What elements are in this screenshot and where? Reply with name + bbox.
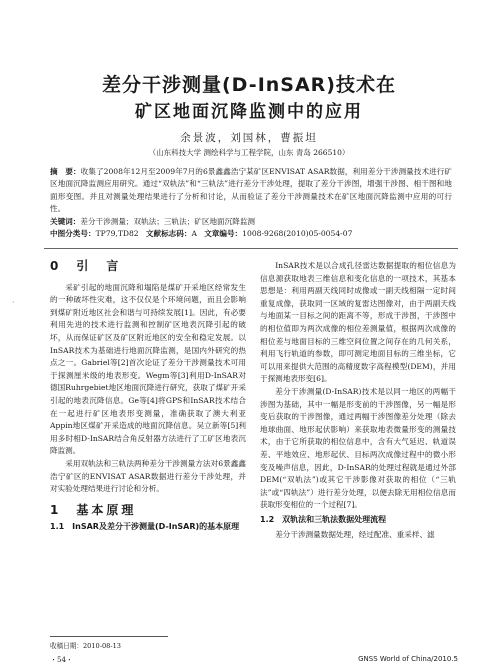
principle-paragraph-2: 差分干涉测量(D-InSAR)技术是以同一地区的两幅干涉图为基础，其中一幅是形变前的干涉图像，另一幅是形变后获取的干涉图像，通过两幅干涉图像差分处理（除去地球曲面、地形起伏影响）来获取地表微量形变的测量技术，由于它所获取的相位信息中，含有大气延迟、轨道误差、平地效应、地形起伏、目标两次成像过程中的微小形变及噪声信息，因此，D-InSAR的处理过程就是通过外部DEM(“双轨法”)或其它干涉影像对获取的相位（“三轨法”或“四轨法”）进行差分处理，以便去除无用相位信息而获取形变相位的一个过程[7]。 bbox=[260, 386, 456, 510]
article-no-label: 文章编号： bbox=[204, 229, 243, 239]
abstract-block bbox=[50, 166, 452, 240]
doc-code-value: A bbox=[191, 229, 197, 239]
subsection-1-2-heading: 1.2 双轨法和三轨法数据处理流程 bbox=[260, 514, 387, 524]
doc-code-label: 文献标志码： bbox=[145, 229, 192, 239]
title-line-2: 矿区地面沉降监测中的应用 bbox=[135, 102, 363, 122]
footnote-divider bbox=[50, 636, 168, 637]
section-0-heading: 0 引 言 bbox=[50, 259, 122, 273]
affiliation: （山东科技大学 测绘科学与工程学院，山东 青岛 266510） bbox=[148, 148, 350, 157]
abstract-paragraph bbox=[50, 166, 452, 216]
right-column bbox=[260, 260, 456, 542]
section-1-heading: 1 基本原理 bbox=[50, 502, 137, 517]
authors: 余景波，刘国林，曹振坦 bbox=[180, 132, 318, 144]
keywords-label: 关键词： bbox=[50, 216, 81, 226]
article-no-value: 1008-9268(2010)05-0054-07 bbox=[242, 229, 353, 239]
title-line-1: 差分干涉测量(D-InSAR)技术在 bbox=[102, 74, 396, 96]
margin-mark: · bbox=[12, 298, 15, 307]
clc-label: 中图分类号： bbox=[50, 229, 96, 239]
received-date: 收稿日期：2010-08-13 bbox=[50, 642, 121, 650]
left-column bbox=[50, 260, 246, 537]
abstract-text: 收集了2008年12月至2009年7月的6景鑫鑫浩宁某矿区ENVISAT ASAR数据，利用差分干涉测量技术进行矿区地面沉降监测应用研究。通过“双轨法”和“三轨法”进行差分干涉处理，提取了差分干涉图，增强干涉图、相干图和地面形变图。并且对测量处理结果进行了分析和讨论，从而验证了差分干涉测量技术在矿区地面沉降监测中应用的可行性。 bbox=[50, 167, 453, 214]
intro-paragraph-1: 采矿引起的地面沉降和塌陷是煤矿开采地区经常发生的一种破坏性灾难，这不仅仅是个环境问题，而且会影响到煤矿附近地区社会和谐与可持续发展[1]。因此，有必要利用先进的技术进行监测和控制矿区地表沉降引起的破坏，从而保证矿区及矿区附近地区的安全和稳定发展。以InSAR技术为基础进行地面沉降监测，是国内外研究的热点之一。Gabriel等[2]首次论证了差分干涉测量技术可用于探测厘米级的地表形变。Wegm等[3]利用D-InSAR对德国Ruhrgebiet地区地面沉降进行研究，获取了煤矿开采引起的地表沉降信息。Ge等[4]将GPS和InSAR技术结合在一起进行矿区地表形变测量，准确获取了澳大利亚Appin地区煤矿开采造成的地面沉降信息。吴立新等[5]利用多时相D-InSAR结合角反射器方法进行了工矿区地表沉降监测。 bbox=[50, 282, 246, 456]
classification-line bbox=[50, 228, 452, 240]
abstract-label: 摘 要： bbox=[50, 167, 81, 176]
principle-paragraph-1: InSAR技术是以合成孔径雷达数据提取的相位信息为信息源获取地表三维信息和变化信息的一项技术，其基本思想是：利用两副天线同时成像或一副天线相隔一定时间重复成像，获取同一区域的复雷达图像对，由于两副天线与地面某一目标之间的距离不等，形成干涉图，干涉图中的相位值即为两次成像的相位差测量值，根据两次成像的相位差与地面目标的三维空间位置之间存在的几何关系，利用飞行轨道的参数，即可测定地面目标的三维坐标，它可以用来提供大范围的高精度数字高程模型(DEM)，并用于探测地表形变[6]。 bbox=[260, 261, 456, 384]
page-number: ・54・ bbox=[50, 656, 73, 664]
intro-paragraph-2: 采用双轨法和三轨法两种差分干涉测量方法对6景鑫鑫浩宁矿区的ENVISAT ASAR数据进行差分干涉处理，并对实验处理结果进行讨论和分析。 bbox=[50, 458, 246, 494]
subsection-1-1-heading: 1.1 InSAR及差分干涉测量(D-InSAR)的基本原理 bbox=[50, 522, 240, 532]
processing-paragraph: 差分干涉测量数据处理，经过配准、重采样、滤 bbox=[275, 530, 435, 540]
keywords-line bbox=[50, 216, 452, 228]
journal-name: GNSS World of China/2010.5 bbox=[358, 655, 458, 663]
header-divider bbox=[44, 248, 458, 249]
keywords-text: 差分干涉测量；双轨法；三轨法；矿区地面沉降监测 bbox=[80, 216, 256, 226]
clc-value: TP79,TD82 bbox=[95, 229, 139, 239]
